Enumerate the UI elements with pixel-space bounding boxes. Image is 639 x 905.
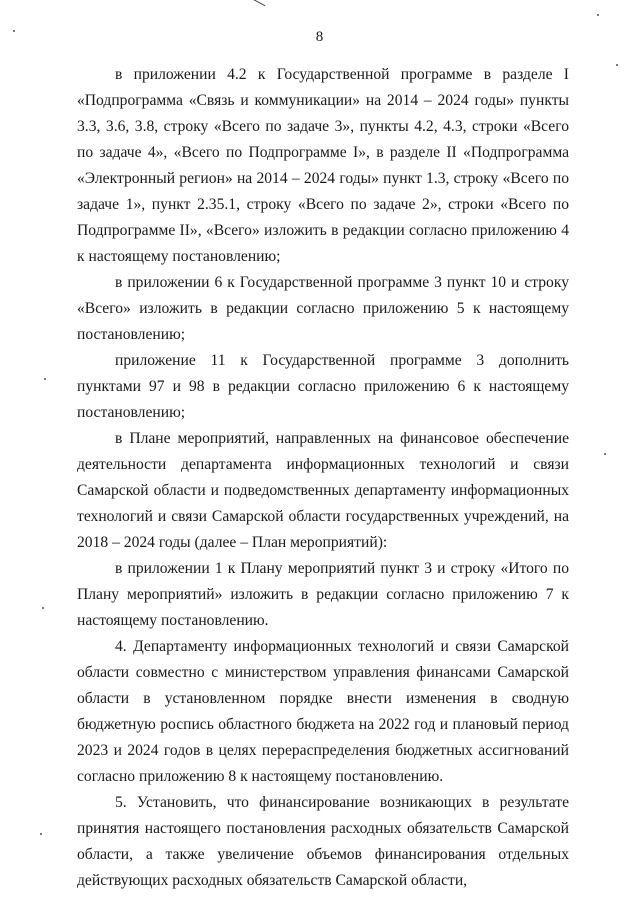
- page-number: 8: [315, 29, 324, 45]
- scan-mark: [253, 0, 266, 6]
- paragraph: в приложении 1 к Плану мероприятий пункт 3 и строку «Итого по Плану мероприятий» изложить в редакции согласно приложению 7 к настоящему постановлению.: [77, 560, 569, 629]
- paragraph: приложение 11 к Государственной программе 3 дополнить пунктами 97 и 98 в редакции согласно приложению 6 к настоящему постановлению;: [77, 352, 569, 421]
- paragraph: в Плане мероприятий, направленных на финансовое обеспечение деятельности департамента информационных технологий и связи Самарской области и подведомственных департаменту информационных технологий и связи Самарской области государственных учреждений, на 2018 – 2024 годы (далее – План мероприятий):: [77, 430, 569, 551]
- paragraph: 5. Установить, что финансирование возникающих в результате принятия настоящего постановления расходных обязательств Самарской области, а также увеличение объемов финансирования отдельных действующих расходных обязательств Самарской области,: [77, 794, 569, 889]
- paragraph: в приложении 4.2 к Государственной программе в разделе I «Подпрограмма «Связь и коммуникации» на 2014 – 2024 годы» пункты 3.3, 3.6, 3.8, строку «Всего по задаче 3», пункты 4.2, 4.3, строки «Всего по задаче 4», «Всего по Подпрограмме I», в разделе II «Подпрограмма «Электронный регион» на 2014 – 2024 годы» пункт 1.3, строку «Всего по задаче 1», пункт 2.35.1, строку «Всего по задаче 2», строки «Всего по Подпрограмме II», «Всего» изложить в редакции согласно приложению 4 к настоящему постановлению;: [77, 66, 569, 265]
- paragraph: 4. Департаменту информационных технологий и связи Самарской области совместно с министерством управления финансами Самарской области в установленном порядке внести изменения в сводную бюджетную роспись областного бюджета на 2022 год и плановый период 2023 и 2024 годов в целях перераспределения бюджетных ассигнований согласно приложению 8 к настоящему постановлению.: [77, 638, 569, 785]
- paragraph: в приложении 6 к Государственной программе 3 пункт 10 и строку «Всего» изложить в редакции согласно приложению 5 к настоящему постановлению;: [77, 274, 569, 343]
- scan-speck: [597, 14, 599, 16]
- scan-speck: [42, 607, 44, 609]
- scan-speck: [44, 378, 46, 380]
- scan-speck: [604, 453, 606, 455]
- document-body: [77, 62, 569, 894]
- scan-speck: [616, 64, 618, 66]
- scan-speck: [40, 833, 42, 835]
